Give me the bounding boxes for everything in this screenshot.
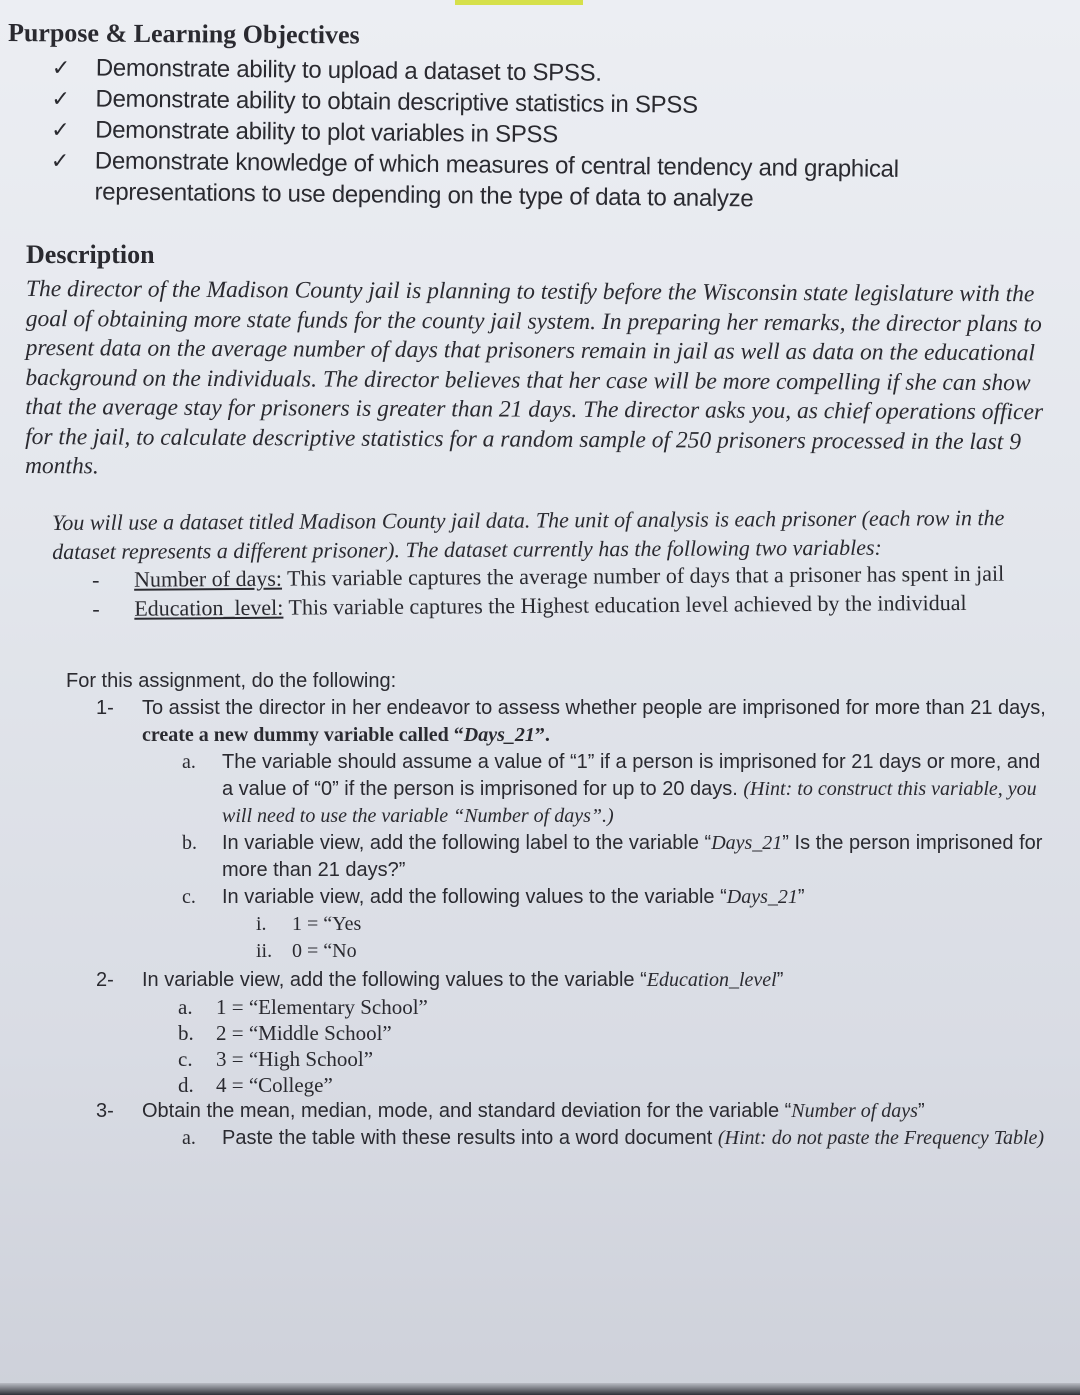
objective-text: Demonstrate ability to obtain descriptive statistics in SPSS — [95, 85, 698, 119]
assignment-intro: For this assignment, do the following: — [66, 670, 397, 692]
description-heading: Description — [26, 240, 155, 269]
hint-text: (Hint: to construct this variable, you will need to use the variable “Number of days”.) — [222, 778, 1037, 827]
variable-desc: This variable captures the Highest education level achieved by the individual — [283, 589, 967, 620]
task-text: To assist the director in her endeavor to assess whether people are imprisoned for more than 21 days, create a new dummy variable called “Days_21”. — [142, 697, 1046, 746]
task-text: In variable view, add the following values to the variable “Education_level” — [142, 969, 784, 991]
value-item: b. 2 = “Middle School” — [178, 1021, 392, 1045]
highlighter-mark — [455, 0, 583, 5]
dataset-intro: You will use a dataset titled Madison County jail data. The unit of analysis is each prisoner (each row in the dataset represents a different prisoner). The dataset currently has the following two variables: — [52, 505, 1005, 564]
hint-text: (Hint: do not paste the Frequency Table) — [717, 1127, 1045, 1149]
variable-name: Number of days: — [134, 565, 283, 592]
task-1a: a. The variable should assume a value of “1” if a person is imprisoned for 21 days or more, and a value of “0” if the person is imprisoned for up to 20 days. (Hint: to construct this variable, you will need to use the variable “Number of days”.) — [182, 751, 1041, 827]
variable-item: - Number of days: This variable captures the average number of days that a prisoner has spent in jail — [92, 560, 1005, 592]
task-1 — [96, 695, 1056, 749]
value-item: i. 1 = “Yes — [256, 913, 362, 935]
checkmark-icon: ✓ — [51, 54, 71, 81]
value-item: c. 3 = “High School” — [178, 1047, 374, 1071]
objective-item — [50, 145, 1066, 218]
task-3a: a. Paste the table with these results into a word document (Hint: do not paste the Frequency Table) — [182, 1127, 1045, 1149]
checkmark-icon: ✓ — [50, 147, 70, 174]
purpose-heading: Purpose & Learning Objectives — [7, 18, 360, 50]
objectives-list — [50, 52, 1067, 218]
variable-list — [92, 558, 1052, 623]
checkmark-icon: ✓ — [51, 116, 70, 143]
task-text: Obtain the mean, median, mode, and standard deviation for the variable “Number of days” — [142, 1100, 925, 1122]
task-number: 3- — [96, 1100, 114, 1122]
value-item: d. 4 = “College” — [178, 1073, 333, 1097]
description-paragraph: The director of the Madison County jail is planning to testify before the Wisconsin state legislature with the goal of obtaining more state funds for the county jail system. In preparing her remarks, the director plans to present data on the average number of days that prisoners remain in jail as well as data on the educational background on the individuals. The director believes that her case will be more compelling if she can show that the average stay for prisoners is greater than 21 days. The director asks you, as chief operations officer for the jail, to calculate descriptive statistics for a random sample of 250 prisoners processed in the last 9 months. — [24, 276, 1044, 480]
education-values — [96, 994, 1056, 1098]
page-bottom-edge — [0, 1383, 1080, 1395]
variable-item: - Education_level: This variable captures the Highest education level achieved by the individual — [92, 589, 967, 621]
task-1b: b. In variable view, add the following label to the variable “Days_21” Is the person imprisoned for more than 21 days?” — [182, 832, 1043, 881]
task-number: 2- — [96, 969, 114, 991]
task-number: 1- — [96, 697, 114, 719]
value-item: a. 1 = “Elementary School” — [178, 995, 428, 1019]
objective-text: Demonstrate ability to upload a dataset to SPSS. — [95, 54, 602, 87]
task-list — [96, 695, 1056, 1152]
task-3 — [96, 1098, 1056, 1125]
objective-text: Demonstrate knowledge of which measures of central tendency and graphical representations to use depending on the type of data to analyze — [94, 147, 899, 213]
task-1c: c. In variable view, add the following values to the variable “Days_21” — [182, 886, 805, 908]
variable-desc: This variable captures the average number of days that a prisoner has spent in jail — [281, 560, 1005, 591]
objective-text: Demonstrate ability to plot variables in SPSS — [95, 116, 559, 149]
variable-name: Education_level: — [134, 594, 284, 621]
task-2 — [96, 967, 1056, 994]
value-item: ii. 0 = “No — [256, 940, 357, 962]
checkmark-icon: ✓ — [51, 85, 71, 112]
